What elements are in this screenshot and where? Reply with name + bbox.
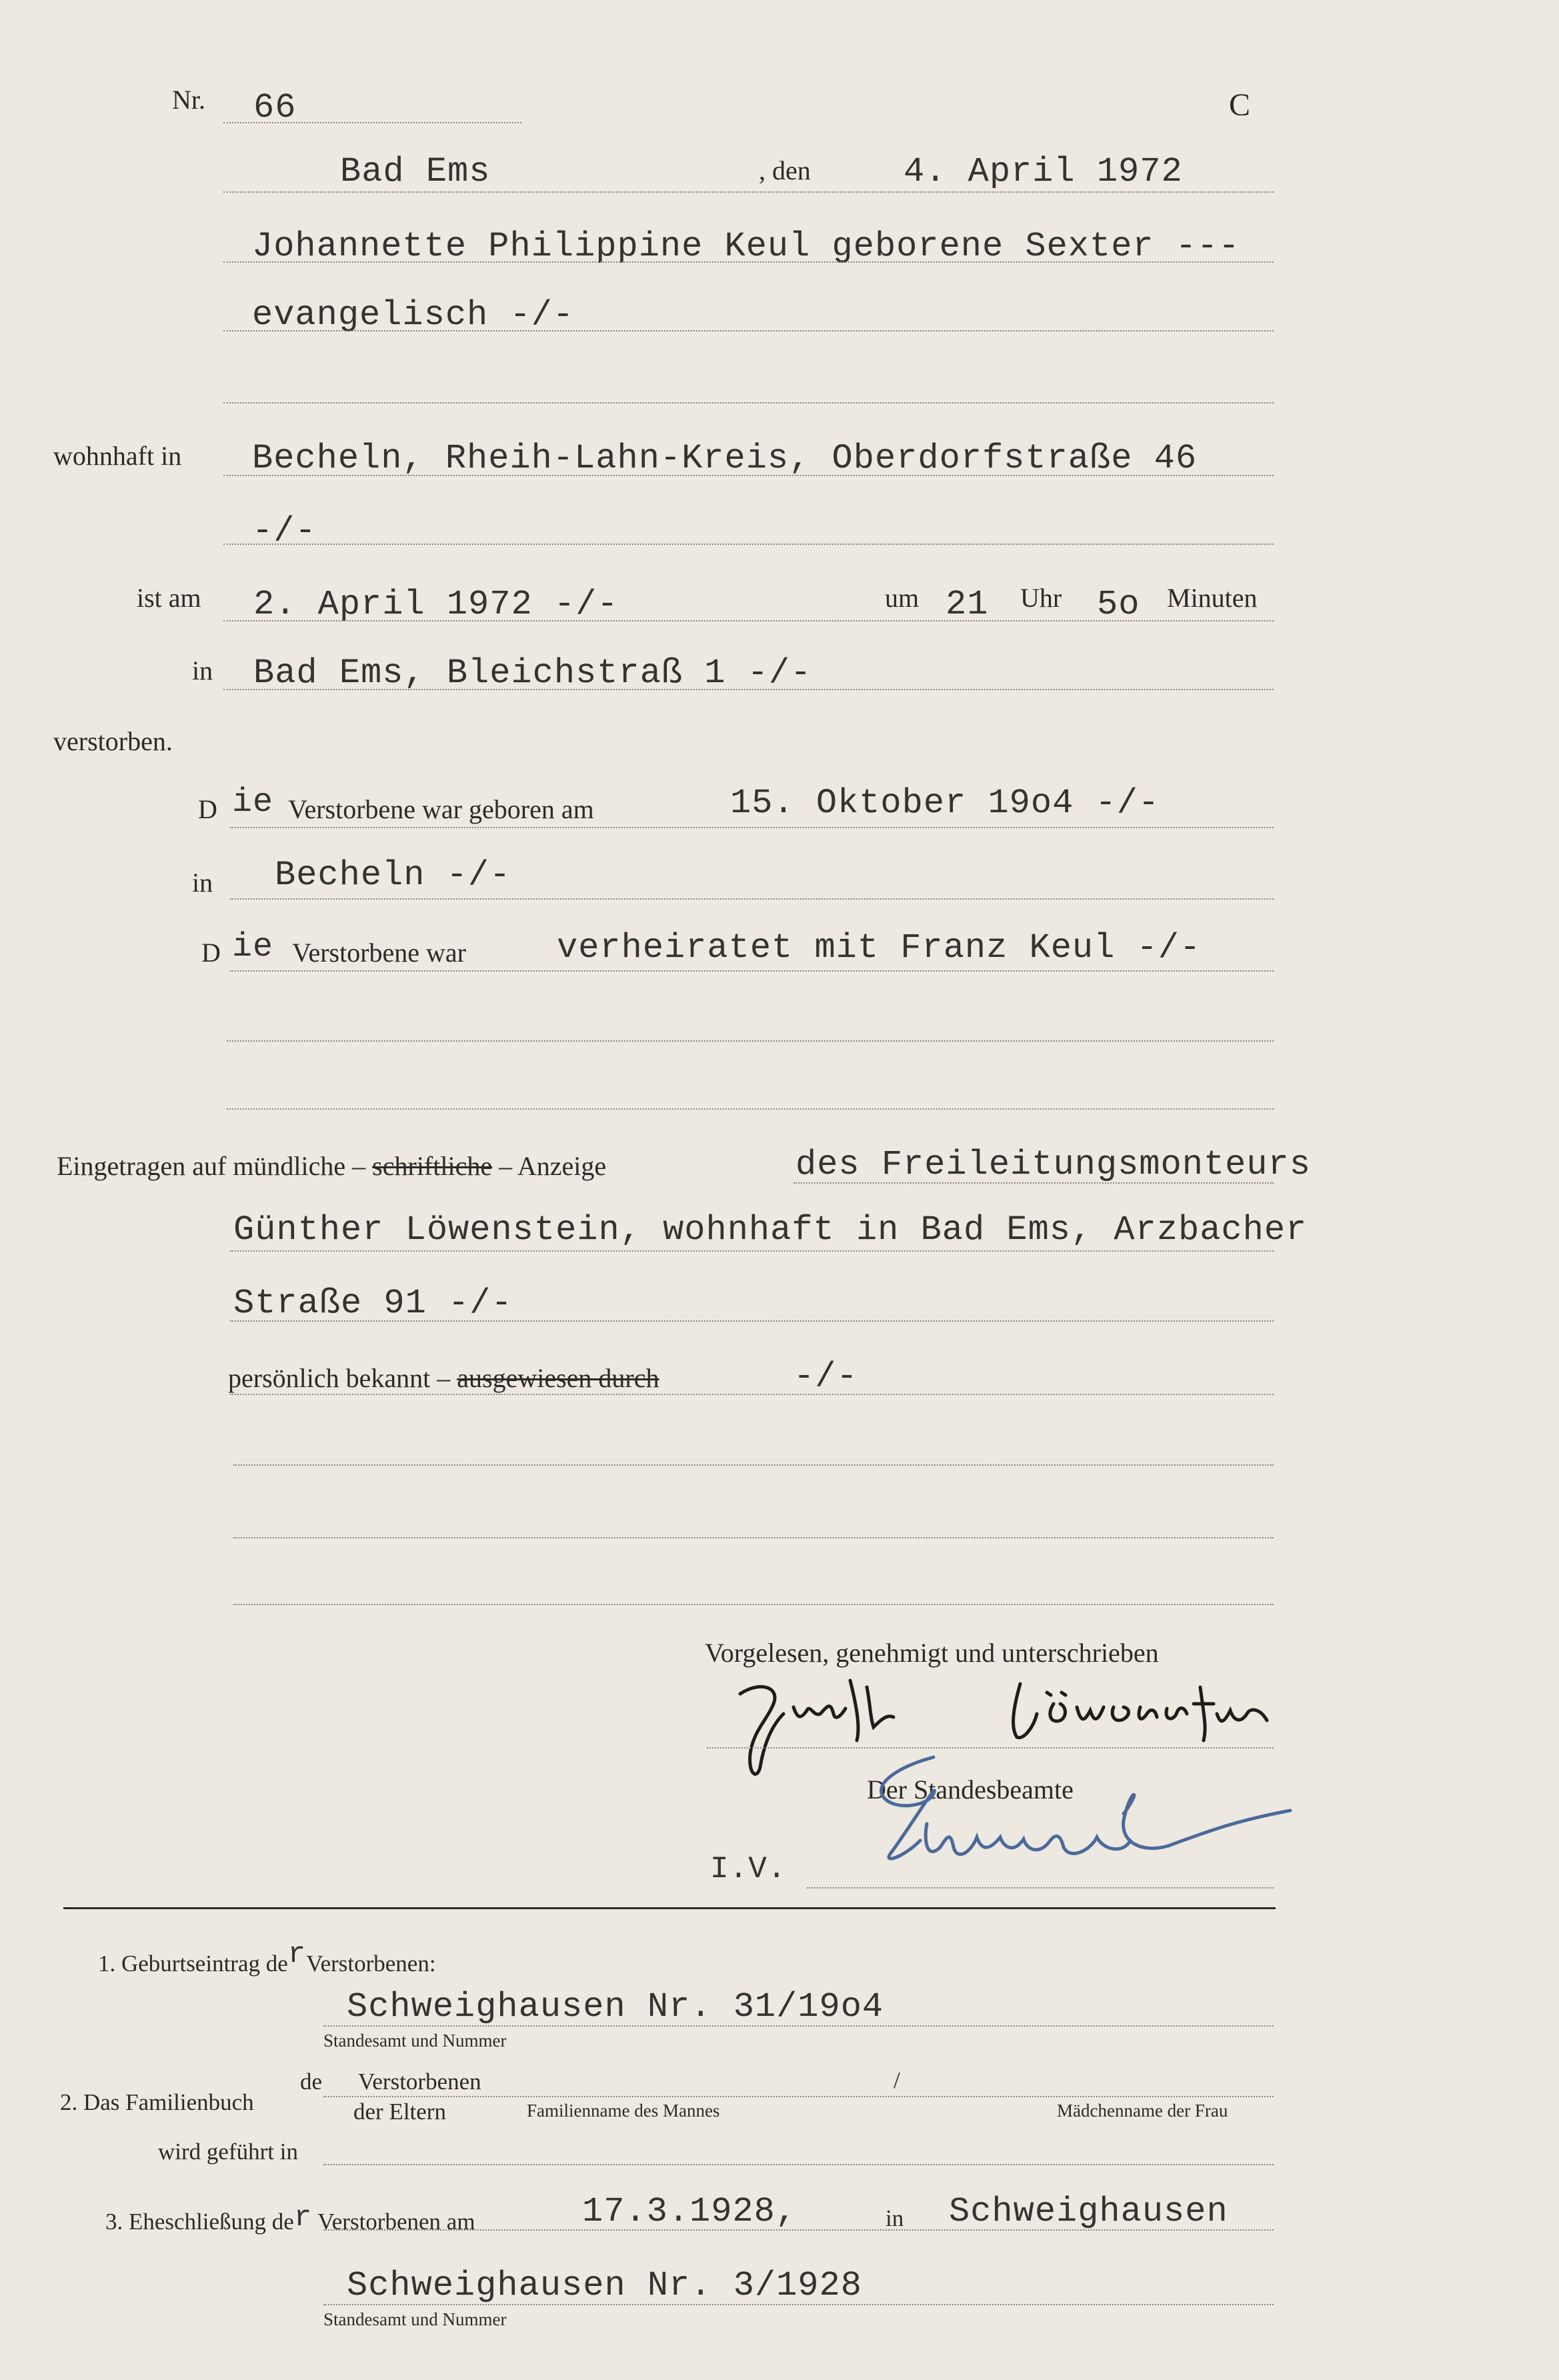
birth-prefix-ie: ie (232, 784, 274, 822)
death-date-line (223, 620, 1274, 622)
deceased-name: Johannette Philippine Keul geborene Sexter --- (252, 227, 1240, 266)
note3-date: 17.3.1928, (582, 2192, 798, 2231)
place-value: Bad Ems (340, 152, 491, 191)
registrar-signature-line (807, 1887, 1274, 1889)
den-label: , den (759, 155, 811, 185)
note3-value: Schweighausen Nr. 3/1928 (347, 2266, 862, 2305)
birth-in-label: in (192, 868, 213, 898)
iv-label: I.V. (710, 1852, 787, 1887)
read-approved-label: Vorgelesen, genehmigt und unterschrieben (705, 1638, 1159, 1668)
registrar-label: Der Standesbeamte (867, 1774, 1074, 1805)
note1-label-text: 1. Geburtseintrag de (98, 1951, 288, 1977)
name-line (223, 261, 1274, 263)
note1-standesamt-label: Standesamt und Nummer (323, 2031, 507, 2051)
type-letter: C (1229, 87, 1251, 123)
death-hour: 21 (946, 585, 989, 624)
informant-line-3-rule (230, 1320, 1274, 1322)
religion-line (223, 330, 1274, 331)
residence-line (223, 475, 1274, 476)
note3-r: r (293, 2201, 313, 2235)
known-label-struck: ausgewiesen durch (457, 1363, 659, 1393)
registration-label-suffix: – Anzeige (499, 1151, 607, 1181)
minuten-label: Minuten (1167, 583, 1258, 613)
registration-label-struck: schriftliche (372, 1151, 493, 1181)
known-label (228, 1362, 659, 1394)
marriage-prefix-ie: ie (232, 928, 274, 966)
note2-de: de (300, 2069, 323, 2095)
note2-gefuehrt-label: wird geführt in (158, 2139, 298, 2165)
note2-verstorbenen: Verstorbenen (358, 2069, 481, 2095)
residence-label: wohnhaft in (53, 441, 182, 471)
birth-prefix-d: D (198, 794, 217, 824)
known-label-text: persönlich bekannt – (228, 1363, 451, 1393)
nr-line (223, 122, 521, 123)
note1-r: r (287, 1938, 307, 1971)
residence-value: Becheln, Rheih-Lahn-Kreis, Oberdorfstraße 46 (252, 439, 1198, 478)
marriage-label: Verstorbene war (292, 938, 466, 968)
marriage-line (230, 970, 1274, 972)
nr-label: Nr. (172, 85, 205, 115)
deceased-religion: evangelisch -/- (252, 295, 575, 335)
marriage-value: verheiratet mit Franz Keul -/- (557, 928, 1202, 968)
known-value: -/- (794, 1357, 858, 1396)
blank-line-1 (223, 402, 1274, 403)
blank-line-3 (227, 1108, 1274, 1110)
note1-line (323, 2025, 1274, 2027)
note2-gefuehrt-line (323, 2164, 1274, 2165)
note2-line (323, 2096, 1274, 2097)
note2-slash: / (894, 2067, 900, 2093)
uhr-label: Uhr (1020, 583, 1062, 613)
note2-eltern: der Eltern (353, 2099, 446, 2125)
note3-standesamt-label: Standesamt und Nummer (323, 2309, 507, 2329)
note3-line (323, 2229, 1274, 2231)
informant-line-3: Straße 91 -/- (233, 1284, 513, 1323)
informant-line-2-rule (230, 1250, 1274, 1252)
note3-value-line (323, 2304, 1274, 2305)
registrar-signature (810, 1747, 1304, 1881)
registration-label (57, 1150, 606, 1182)
death-place: Bad Ems, Bleichstraß 1 -/- (253, 654, 812, 693)
residence-value-2: -/- (252, 511, 317, 551)
registration-label-prefix: Eingetragen auf mündliche – (57, 1151, 366, 1181)
note1-label (98, 1938, 436, 1981)
residence-line-2 (223, 543, 1274, 545)
note1-label-2: Verstorbenen: (306, 1951, 436, 1977)
informant-line-1: des Freileitungsmonteurs (796, 1145, 1311, 1184)
marriage-prefix-d: D (201, 938, 221, 968)
note1-value: Schweighausen Nr. 31/19o4 (347, 1987, 884, 2027)
note3-label-text: 3. Eheschließung de (105, 2209, 294, 2235)
section-divider (63, 1907, 1276, 1909)
blank-line-4 (233, 1464, 1274, 1466)
birth-place-line (230, 898, 1274, 900)
birth-date-line (230, 827, 1274, 828)
birth-label: Verstorbene war geboren am (288, 794, 594, 824)
note2-mannes: Familienname des Mannes (527, 2101, 720, 2121)
ist-am-label: ist am (137, 583, 201, 613)
blank-line-6 (233, 1604, 1274, 1605)
known-line (230, 1394, 1274, 1395)
blank-line-5 (233, 1537, 1274, 1538)
death-in-label: in (192, 656, 213, 686)
birth-place: Becheln -/- (275, 856, 511, 895)
note3-label (105, 2201, 475, 2239)
note3-place: Schweighausen (949, 2192, 1228, 2231)
verstorben-label: verstorben. (53, 726, 173, 756)
note2-label: 2. Das Familienbuch (60, 2089, 254, 2115)
death-date: 2. April 1972 -/- (253, 585, 619, 624)
blank-line-2 (227, 1040, 1274, 1042)
death-place-line (223, 689, 1274, 690)
note2-frau: Mädchenname der Frau (1057, 2101, 1228, 2121)
informant-line-1-rule (794, 1182, 1274, 1184)
um-label: um (885, 583, 920, 613)
informant-line-2: Günther Löwenstein, wohnhaft in Bad Ems, Arzbacher (233, 1210, 1308, 1250)
date-value: 4. April 1972 (904, 152, 1183, 191)
nr-value: 66 (253, 88, 297, 127)
place-date-line (223, 191, 1274, 193)
note3-in-label: in (886, 2205, 904, 2231)
death-minutes: 5o (1097, 585, 1140, 624)
birth-date: 15. Oktober 19o4 -/- (730, 784, 1160, 823)
note3-label-2: Verstorbenen am (317, 2209, 475, 2235)
